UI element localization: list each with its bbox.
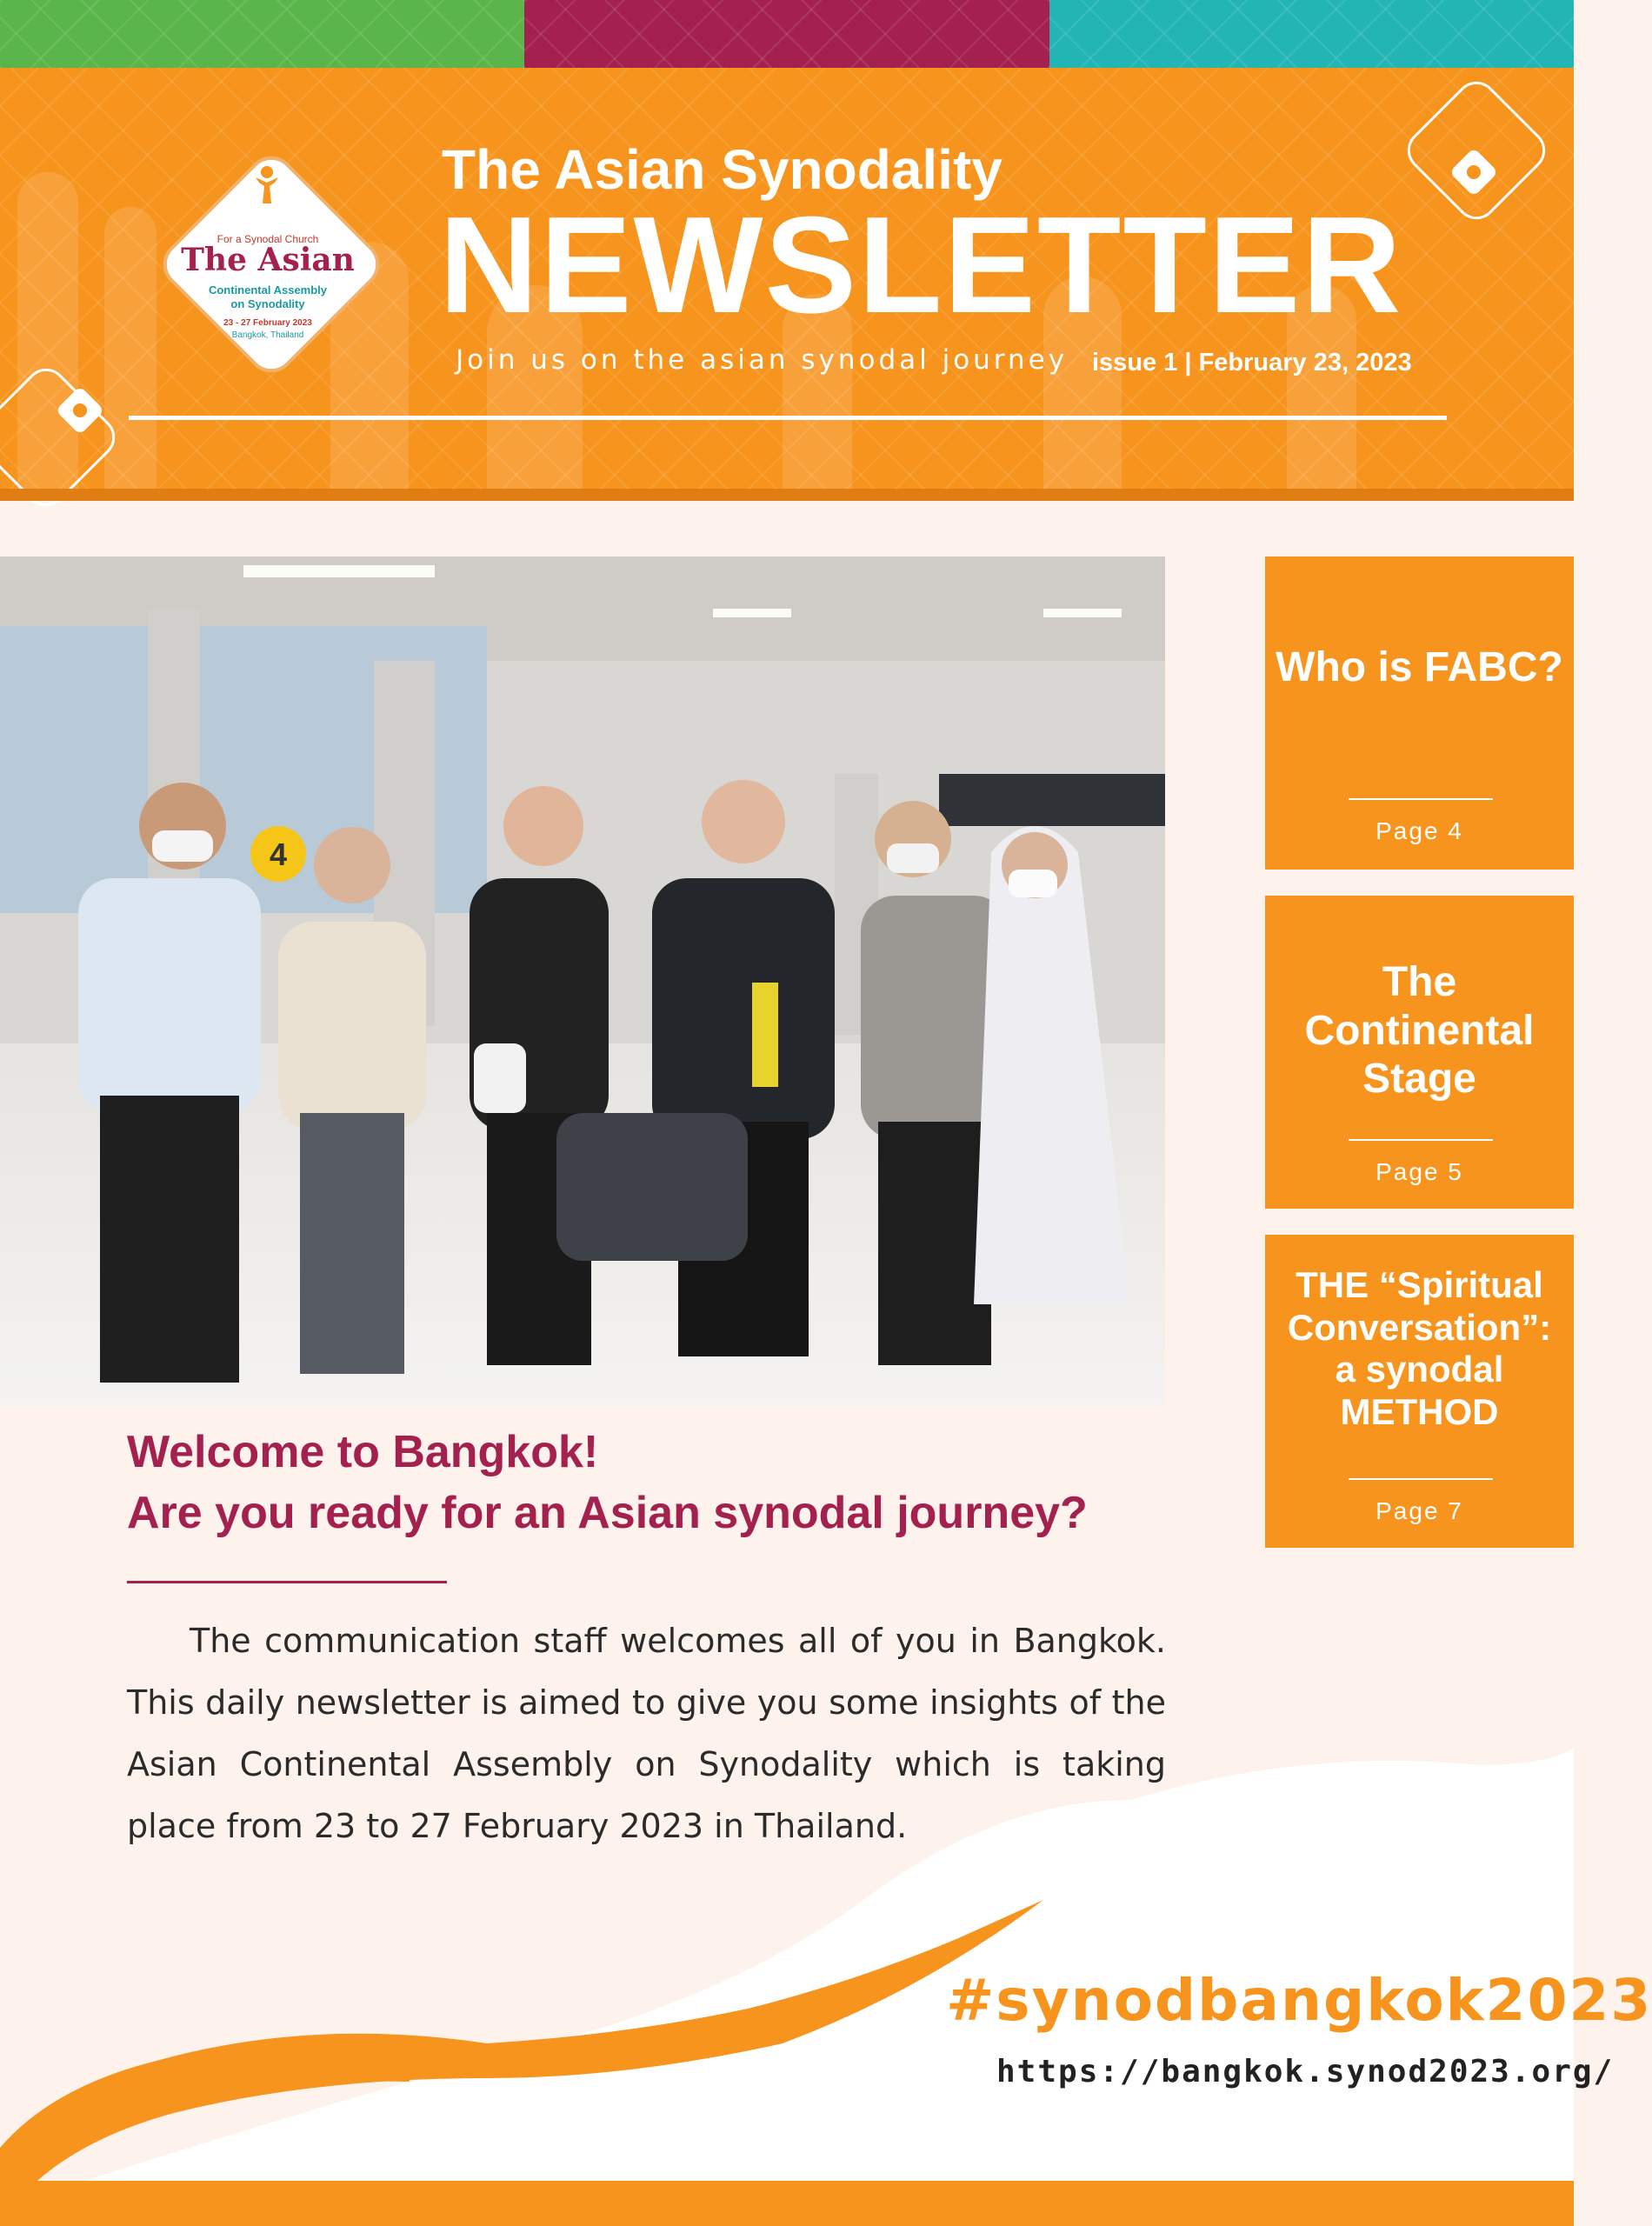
article-body: The communication staff welcomes all of you in Bangkok. This daily newsletter is aimed to give you some insights of the Asian Continental Assembly on Synodality which is taking place from 23 to 27 February 2023 in Thailand. — [127, 1622, 1166, 1845]
sidebar-box-spiritual-conversation[interactable] — [1265, 1235, 1574, 1548]
sidebar-box-continental-stage[interactable] — [1265, 896, 1574, 1209]
masthead-subtitle: The Asian Synodality — [442, 138, 1003, 201]
logo-dates: 23 - 27 February 2023 — [223, 318, 312, 328]
sidebar-box-page: Page 4 — [1376, 817, 1463, 844]
gate-number: 4 — [269, 836, 288, 872]
top-bar-green — [0, 0, 524, 68]
masthead-title: NEWSLETTER — [439, 189, 1403, 342]
logo-subtitle: Continental Assembly — [208, 283, 328, 297]
logo-place: Bangkok, Thailand — [231, 330, 304, 340]
issue-date: issue 1 | February 23, 2023 — [1092, 349, 1412, 377]
hashtag: #synodbangkok2023 — [946, 1967, 1652, 2034]
sidebar-box-title: Who is FABC? — [1276, 644, 1563, 690]
bottom-bar — [0, 2181, 1574, 2226]
article-headline: Welcome to Bangkok! — [127, 1427, 599, 1477]
sidebar-box-fabc[interactable] — [1265, 556, 1574, 870]
sidebar-box-divider — [1349, 1139, 1493, 1141]
logo-figure-icon — [252, 165, 282, 205]
assembly-logo — [155, 148, 381, 374]
sidebar-box-divider — [1349, 798, 1493, 800]
masthead-bottom-edge — [0, 489, 1574, 501]
airport-group-photo — [0, 556, 1165, 1407]
logo-title: The Asian — [181, 242, 355, 278]
suitcase — [556, 1113, 748, 1261]
masthead-tagline: Join us on the asian synodal journey — [456, 344, 1069, 376]
sidebar-box-divider — [1349, 1478, 1493, 1480]
top-bar-teal — [1049, 0, 1574, 68]
top-bar-magenta — [524, 0, 1049, 68]
sidebar-box-title: THE “Spiritual Conversation”: a synodal METHOD — [1287, 1264, 1552, 1433]
sidebar-box-title: The Continental Stage — [1304, 959, 1535, 1103]
masthead — [0, 68, 1574, 501]
masthead-divider — [129, 416, 1447, 420]
logo-tagline: For a Synodal Church — [216, 233, 319, 245]
logo-subtitle: on Synodality — [230, 297, 305, 310]
sidebar-box-page: Page 5 — [1376, 1158, 1463, 1185]
footer-brush-stroke — [0, 1730, 1574, 2191]
website-link[interactable]: https://bangkok.synod2023.org/ — [996, 2054, 1615, 2089]
sidebar-box-page: Page 7 — [1376, 1497, 1463, 1524]
top-color-bars — [0, 0, 1574, 68]
article-headline: Are you ready for an Asian synodal journey? — [127, 1488, 1088, 1538]
article-divider — [127, 1581, 447, 1583]
group-photo — [0, 556, 1165, 1407]
crowd-silhouette — [104, 207, 157, 503]
